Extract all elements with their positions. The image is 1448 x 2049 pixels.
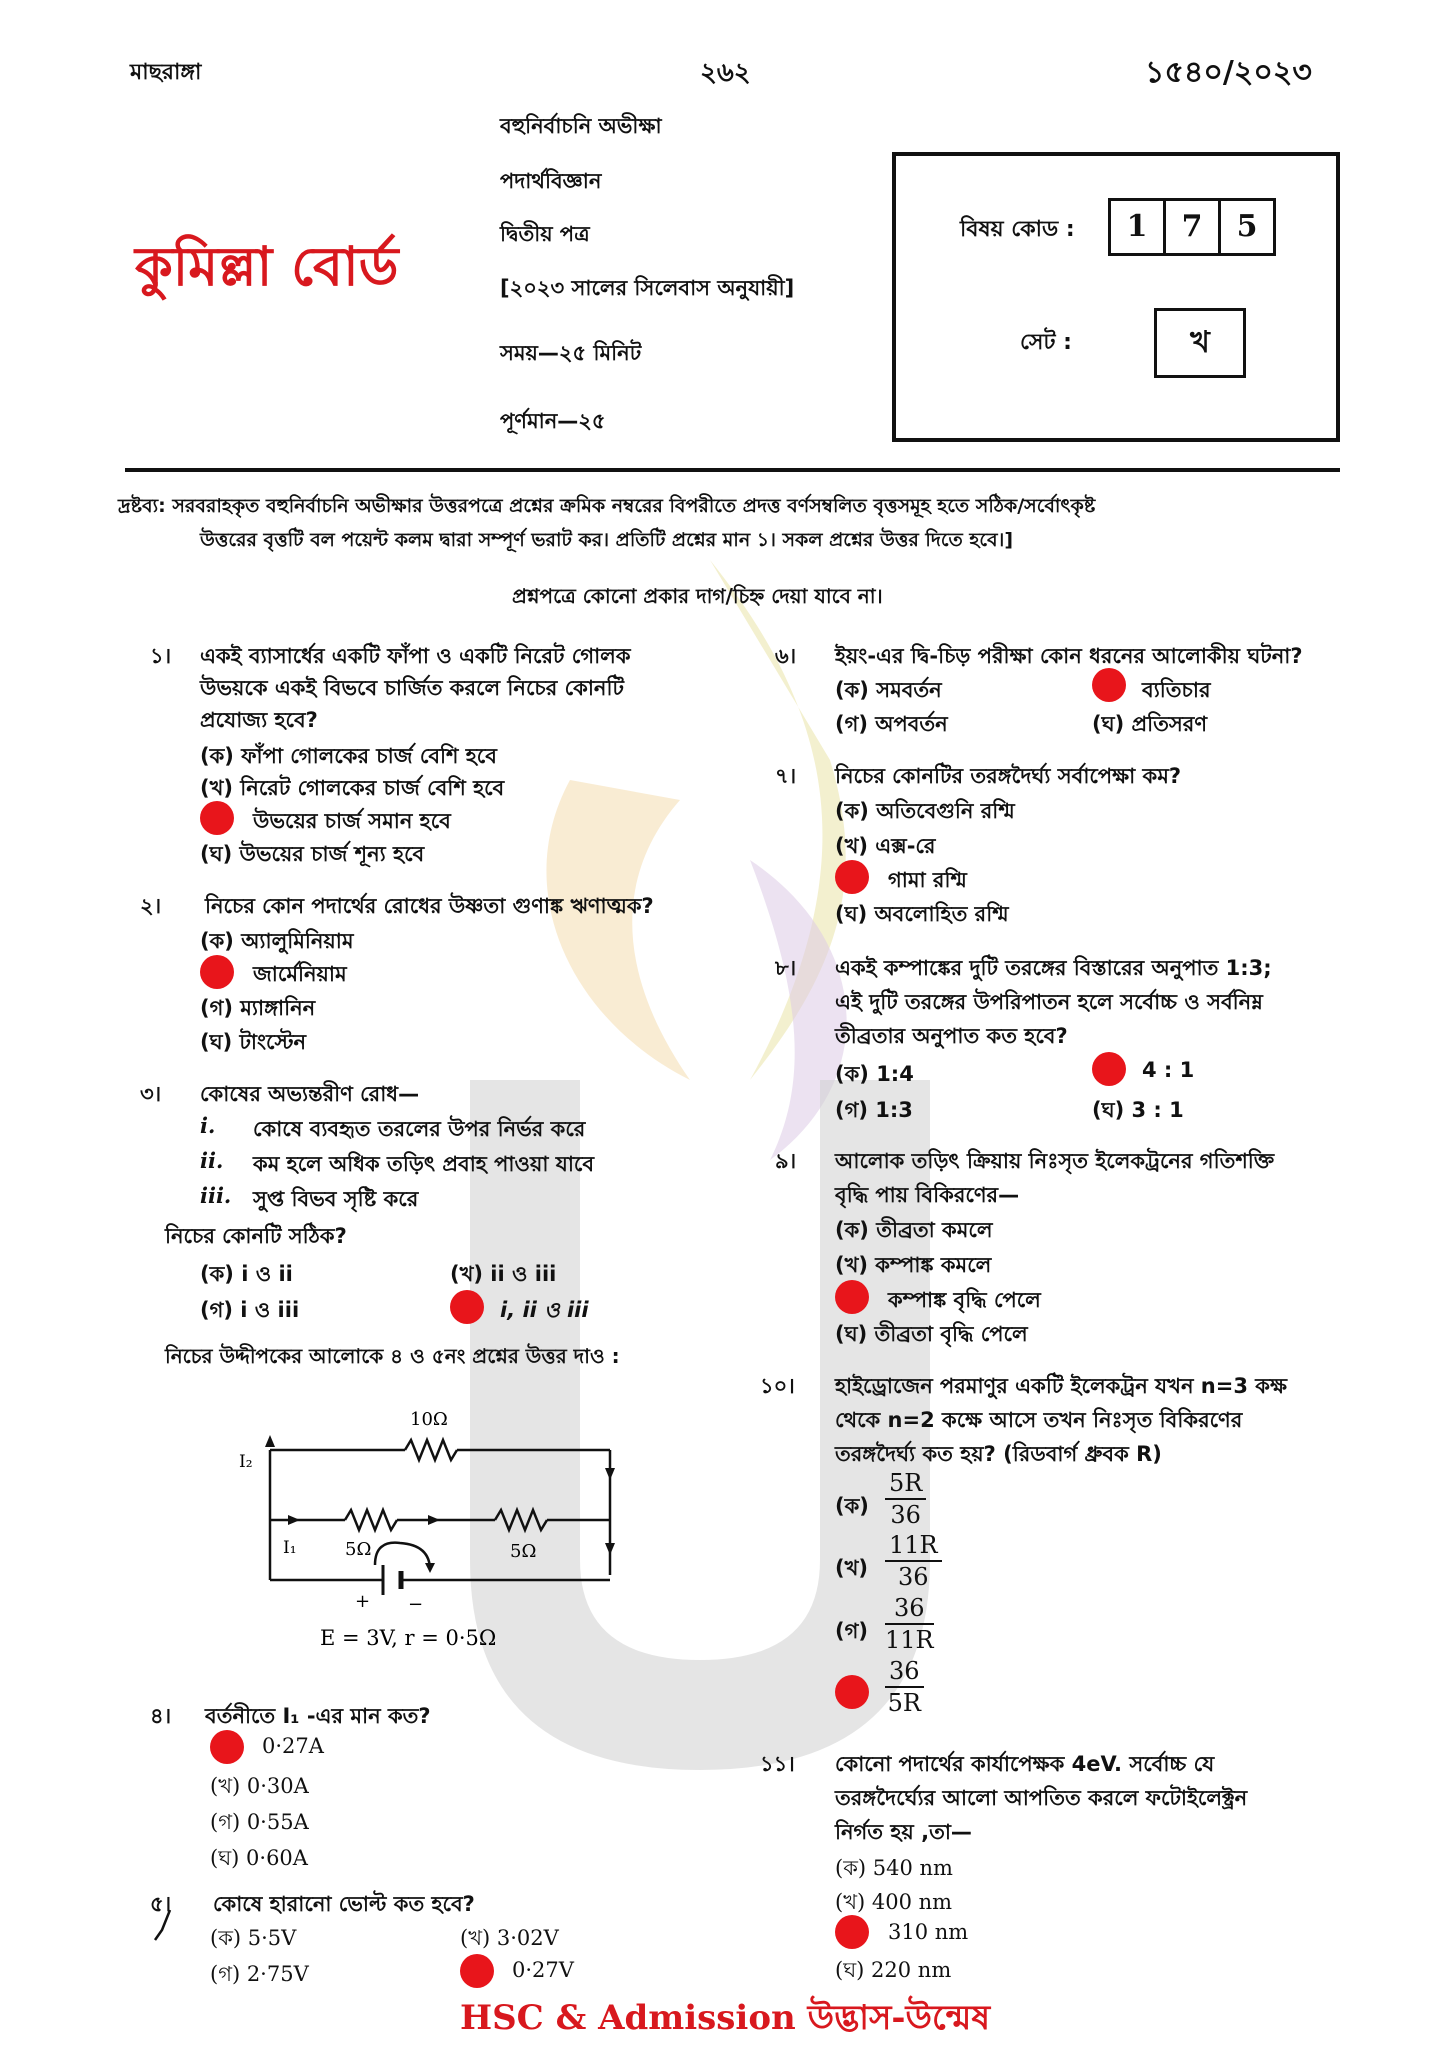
page-number: ২৬২ [700,58,751,88]
exam-type: বহুনির্বাচনি অভীক্ষা [500,114,662,138]
code-box [892,152,1340,442]
time: সময়—২৫ মিনিট [500,341,642,365]
q10-option-a-label: (ক) [835,1494,869,1518]
q5-text: কোষে হারানো ভোল্ট কত হবে? [213,1892,475,1916]
subject-code-digit: 1 [1108,198,1166,256]
q2-option-b: জার্মেনিয়াম [253,962,347,986]
q11-option-b: (খ) 400 nm [835,1890,953,1914]
answer-marker [835,1675,869,1709]
set-label: সেট : [1020,330,1072,355]
q11-text: কোনো পদার্থের কার্যাপেক্ষক 4eV. সর্বোচ্চ যে [835,1752,1215,1776]
q2-text: নিচের কোন পদার্থের রোধের উষ্ণতা গুণাঙ্ক ঋণাত্মক? [205,894,654,918]
q2-option-a: (ক) অ্যালুমিনিয়াম [200,929,354,953]
q4-number: ৪। [150,1704,172,1728]
q7-number: ৭। [775,764,797,788]
q5-number: ৫। [150,1892,172,1916]
q10-option-b: $\frac{11R}{36}$ [885,1530,942,1592]
q4-option-a: 0·27A [262,1734,324,1758]
answer-marker [200,801,234,835]
header-divider [125,468,1340,472]
q6-option-a: (ক) সমবর্তন [835,678,942,702]
q3-number: ৩। [140,1082,162,1106]
q11-text: নির্গত হয় ,তা— [835,1820,972,1844]
q7-option-a: (ক) অতিবেগুনি রশ্মি [835,799,1015,823]
q11-text: তরঙ্গদৈর্ঘ্যের আলো আপতিত করলে ফটোইলেক্ট্রন [835,1786,1248,1810]
answer-marker [450,1290,484,1324]
q8-option-b: 4 : 1 [1142,1058,1195,1082]
q6-option-d: (ঘ) প্রতিসরণ [1092,712,1208,736]
q10-text: তরঙ্গদৈর্ঘ্য কত হয়? (রিডবার্গ ধ্রুবক R) [835,1442,1162,1466]
subject: পদার্থবিজ্ঞান [500,169,602,193]
q4-option-b: (খ) 0·30A [210,1774,309,1798]
q6-option-b: ব্যতিচার [1142,678,1211,702]
footer-branding: HSC & Admission উদ্ভাস-উন্মেষ [460,1998,991,2038]
pen-mark-icon [152,1908,174,1944]
instruction-warning: প্রশ্নপত্রে কোনো প্রকার দাগ/চিহ্ন দেয়া যাবে না। [512,584,883,608]
q8-number: ৮। [775,956,797,980]
full-marks: পূর্ণমান—২৫ [500,409,606,433]
answer-marker [1092,668,1126,702]
polarity-label: − [408,1594,424,1615]
q7-text: নিচের কোনটির তরঙ্গদৈর্ঘ্য সর্বাপেক্ষা কম? [835,764,1182,788]
polarity-label: + [355,1591,371,1612]
q1-number: ১। [150,644,172,668]
publisher-name: মাছরাঙ্গা [130,60,202,85]
q8-option-d: (ঘ) 3 : 1 [1092,1098,1184,1122]
q9-option-d: (ঘ) তীব্রতা বৃদ্ধি পেলে [835,1322,1028,1346]
q4-option-d: (ঘ) 0·60A [210,1846,308,1870]
q1-option-b: (খ) নিরেট গোলকের চার্জ বেশি হবে [200,776,505,800]
board-title: কুমিল্লা বোর্ড [135,234,399,298]
q2-option-d: (ঘ) টাংস্টেন [200,1030,307,1054]
answer-marker [835,860,869,894]
q6-number: ৬। [775,644,797,668]
q4-option-c: (গ) 0·55A [210,1810,309,1834]
q6-option-c: (গ) অপবর্তন [835,712,948,736]
q45-stem: নিচের উদ্দীপকের আলোকে ৪ ও ৫নং প্রশ্নের উত্তর দাও : [165,1344,620,1368]
q9-number: ৯। [775,1149,797,1173]
answer-marker [460,1954,494,1988]
q11-option-a: (ক) 540 nm [835,1856,953,1880]
q3-statement-label: ii. [200,1148,224,1173]
q3-option-b: (খ) ii ও iii [450,1262,557,1286]
q7-option-b: (খ) এক্স-রে [835,834,936,858]
q3-statement-i: কোষে ব্যবহৃত তরলের উপর নির্ভর করে [253,1117,586,1141]
q1-option-c: উভয়ের চার্জ সমান হবে [253,809,451,833]
q3-statement-iii: সুপ্ত বিভব সৃষ্টি করে [253,1187,419,1211]
resistor-label: 5Ω [345,1539,372,1560]
answer-marker [200,955,234,989]
circuit-caption: E = 3V, r = 0·5Ω [320,1626,497,1650]
answer-marker [1092,1052,1126,1086]
q9-option-c: কম্পাঙ্ক বৃদ্ধি পেলে [888,1288,1041,1312]
q10-option-c: $\frac{36}{11R}$ [885,1594,934,1654]
subject-code-label: বিষয় কোড : [960,217,1075,242]
q11-option-d: (ঘ) 220 nm [835,1958,952,1982]
q10-option-b-label: (খ) [835,1556,868,1580]
q1-text: একই ব্যাসার্ধের একটি ফাঁপা ও একটি নিরেট গোলক [200,644,631,668]
q3-option-a: (ক) i ও ii [200,1262,293,1286]
q3-statement-label: iii. [200,1183,232,1208]
q1-option-d: (ঘ) উভয়ের চার্জ শূন্য হবে [200,842,425,866]
instruction-line-1: দ্রষ্টব্য: সরবরাহকৃত বহুনির্বাচনি অভীক্ষার উত্তরপত্রে প্রশ্নের ক্রমিক নম্বরের বিপরীতে প্রদত্ত বর্ণসম্বলিত বৃত্তসমূহ হতে সঠিক/সর্বোৎকৃষ্ট [118,495,1096,517]
q11-number: ১১। [760,1752,795,1776]
q10-text: হাইড্রোজেন পরমাণুর একটি ইলেকট্রন যখন n=3 কক্ষ [835,1374,1287,1398]
q7-option-d: (ঘ) অবলোহিত রশ্মি [835,902,1009,926]
instruction-line-2: উত্তরের বৃত্তটি বল পয়েন্ট কলম দ্বারা সম্পূর্ণ ভরাট কর। প্রতিটি প্রশ্নের মান ১। সকল প্রশ্নের উত্তর দিতে হবে।] [200,529,1014,551]
q8-text: এই দুটি তরঙ্গের উপরিপাতন হলে সর্বোচ্চ ও সর্বনিম্ন [835,990,1263,1014]
q7-option-c: গামা রশ্মি [888,868,967,892]
q3-text: কোষের অভ্যন্তরীণ রোধ— [200,1082,420,1106]
q3-statement-ii: কম হলে অধিক তড়িৎ প্রবাহ পাওয়া যাবে [253,1152,595,1176]
q2-number: ২। [140,894,162,918]
subject-code-digit: 5 [1218,198,1276,256]
q10-option-c-label: (গ) [835,1619,868,1643]
q4-text: বর্তনীতে I₁ -এর মান কত? [205,1704,431,1728]
q3-option-d: i, ii ও iii [500,1298,589,1322]
subject-code-digit: 7 [1163,198,1221,256]
current-label: I₂ [239,1452,253,1472]
q10-option-a: $\frac{5R}{36}$ [885,1468,926,1530]
answer-marker [835,1915,869,1949]
paper: দ্বিতীয় পত্র [500,222,590,246]
q10-number: ১০। [760,1374,795,1398]
q5-option-d: 0·27V [512,1958,574,1982]
q9-text: বৃদ্ধি পায় বিকিরণের— [835,1183,1020,1207]
q8-text: তীব্রতার অনুপাত কত হবে? [835,1024,1068,1048]
q11-option-c: 310 nm [888,1920,969,1944]
current-label: I₁ [283,1538,297,1558]
q5-option-a: (ক) 5·5V [210,1926,297,1950]
q3-question: নিচের কোনটি সঠিক? [165,1224,347,1248]
q10-option-d: $\frac{36}{5R}$ [885,1656,924,1718]
answer-marker [210,1730,244,1764]
q8-option-c: (গ) 1:3 [835,1098,913,1122]
circuit-diagram [225,1395,645,1655]
q8-option-a: (ক) 1:4 [835,1062,914,1086]
q3-option-c: (গ) i ও iii [200,1298,300,1322]
answer-marker [835,1280,869,1314]
q8-text: একই কম্পাঙ্কের দুটি তরঙ্গের বিস্তারের অনুপাত 1:3; [835,956,1272,980]
q1-text: উভয়কে একই বিভবে চার্জিত করলে নিচের কোনটি [200,676,624,700]
q2-option-c: (গ) ম্যাঙ্গানিন [200,996,316,1020]
q3-statement-label: i. [200,1113,216,1138]
q9-option-a: (ক) তীব্রতা কমলে [835,1218,993,1242]
q1-option-a: (ক) ফাঁপা গোলকের চার্জ বেশি হবে [200,744,497,768]
q6-text: ইয়ং-এর দ্বি-চিড় পরীক্ষা কোন ধরনের আলোকীয় ঘটনা? [835,644,1303,668]
q9-text: আলোক তড়িৎ ক্রিয়ায় নিঃসৃত ইলেকট্রনের গতিশক্তি [835,1149,1275,1173]
set-value: খ [1154,308,1246,378]
q9-option-b: (খ) কম্পাঙ্ক কমলে [835,1253,992,1277]
q1-text: প্রযোজ্য হবে? [200,708,318,732]
syllabus: [২০২৩ সালের সিলেবাস অনুযায়ী] [500,276,795,300]
q5-option-c: (গ) 2·75V [210,1962,309,1986]
q5-option-b: (খ) 3·02V [460,1926,559,1950]
resistor-label: 5Ω [510,1541,537,1562]
q10-text: থেকে n=2 কক্ষে আসে তখন নিঃসৃত বিকিরণের [835,1408,1243,1432]
resistor-label: 10Ω [410,1409,448,1430]
page-ref: ১৫৪০/২০২৩ [1145,55,1312,90]
